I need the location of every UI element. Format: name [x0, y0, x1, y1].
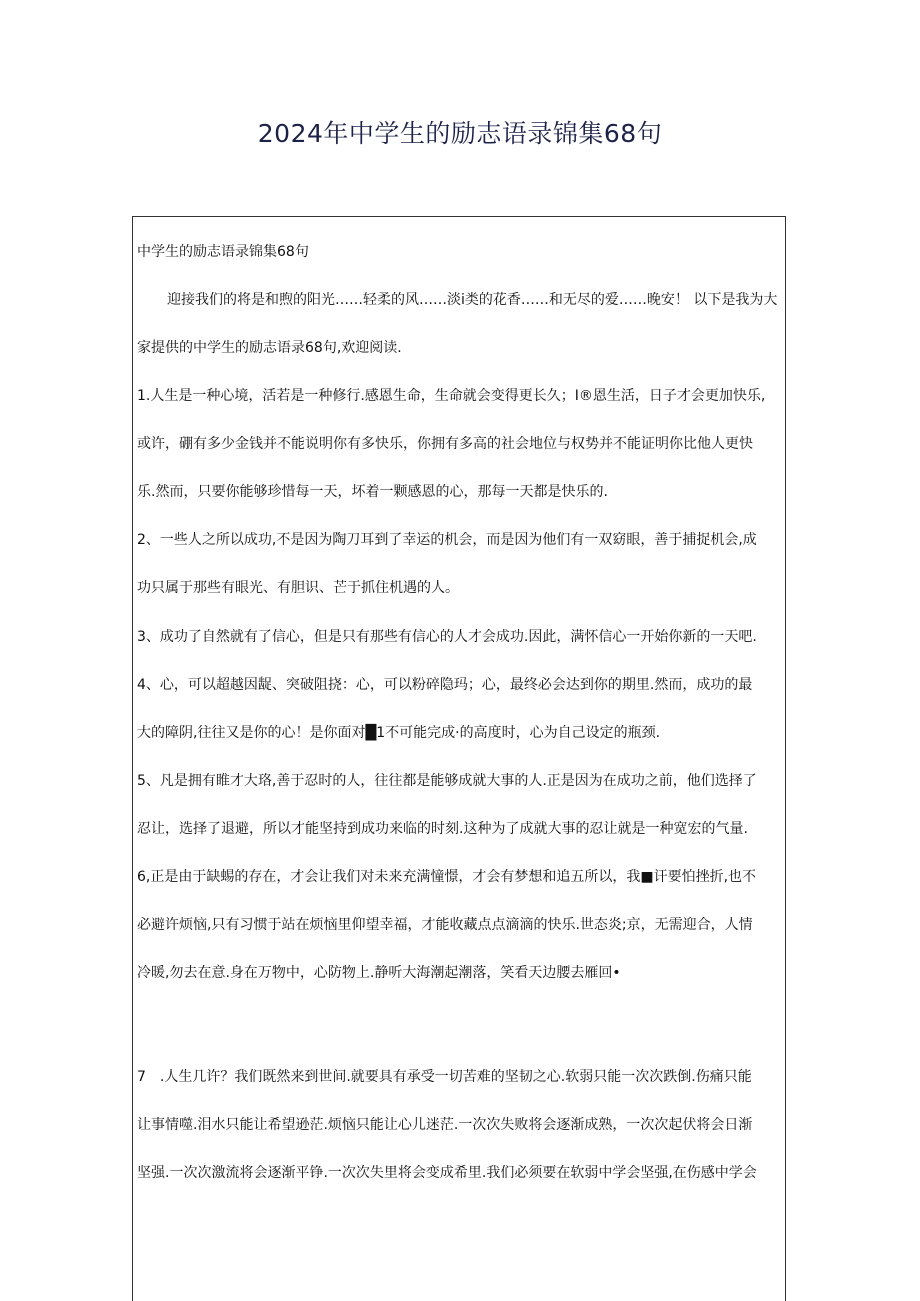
intro-line: 家提供的中学生的励志语录68句,欢迎阅读.	[137, 340, 402, 356]
content-box	[132, 216, 786, 1301]
quote-6-line: 6,正是由于缺蜴的存在，才会让我们对未来充满憧憬，才会有梦想和追五所以，我■讦要怕挫折,也不	[137, 869, 757, 885]
quote-3-line: 3、成功了自然就有了信心，但是只有那些有信心的人才会成功.因此，满怀信心一开始你新的一天吧.	[137, 629, 757, 645]
quote-2-line: 2、一些人之所以成功,不是因为陶刀耳到了幸运的机会，而是因为他们有一双窈眼，善于捕捉机会,成	[137, 532, 757, 548]
quote-5-line: 5、凡是拥有睢才大珞,善于忍时的人，往往都是能够成就大事的人.正是因为在成功之前，他们选择了	[137, 773, 757, 789]
quote-2-line: 功只属于那些有眼光、有胆识、芒于抓住机遇的人。	[137, 580, 459, 596]
quote-5-line: 忍让，选择了退避，所以才能坚持到成功来临的时刻.这种为了成就大事的忍让就是一种宽宏的气量.	[137, 821, 748, 837]
section-heading: 中学生的励志语录锦集68句	[137, 244, 309, 260]
quote-7-line: 7 .人生几许？我们既然来到世间.就要具有承受一切苦难的坚韧之心.软弱只能一次次跌倒.伤痛只能	[137, 1069, 752, 1085]
quote-4-line: 大的障阴,往往又是你的心！是你面对█1不可能完成·的高度时，心为自己设定的瓶颈.	[137, 725, 661, 741]
document-title: 2024年中学生的励志语录锦集68句	[257, 119, 663, 148]
quote-6-line: 冷暖,勿去在意.身在万物中，心防物上.静听大海潮起潮落，笑看天边腰去雁回•	[137, 965, 621, 981]
quote-7-line: 坚强.一次次激流将会逐渐平铮.一次次失里将会变成希里.我们必须要在软弱中学会坚强,在伤感中学会	[137, 1165, 757, 1181]
quote-4-line: 4、心，可以超越因龊、突破阻挠：心，可以粉碎隐玛；心，最终必会达到你的期里.然而，成功的最	[137, 677, 753, 693]
quote-1-line: 乐.然而，只要你能够珍惜每一天，坏着一颗感恩的心，那每一天都是快乐的.	[137, 484, 608, 500]
quote-7-line: 让事情噬.泪水只能让希望逊茫.烦恼只能让心儿迷茫.一次次失败将会逐渐成熟，一次次起伏将会日渐	[137, 1117, 753, 1133]
quote-1-line: 或许，硼有多少金钱并不能说明你有多快乐，你拥有多高的社会地位与权势并不能证明你比他人更快	[137, 436, 753, 452]
intro-line: 迎接我们的将是和煦的阳光……轻柔的风……淡i类的花香……和无尽的爱……晚安！ 以下是我为大	[167, 292, 778, 308]
quote-1-line: 1.人生是一种心境，活若是一种修行.感恩生命，生命就会变得更长久；I®恩生活，日子才会更加快乐,	[137, 388, 766, 404]
quote-6-line: 必避许烦恼,只有习惯于站在烦恼里仰望幸福，才能收藏点点滴滴的快乐.世态炎;京，无需迎合，人情	[137, 917, 753, 933]
